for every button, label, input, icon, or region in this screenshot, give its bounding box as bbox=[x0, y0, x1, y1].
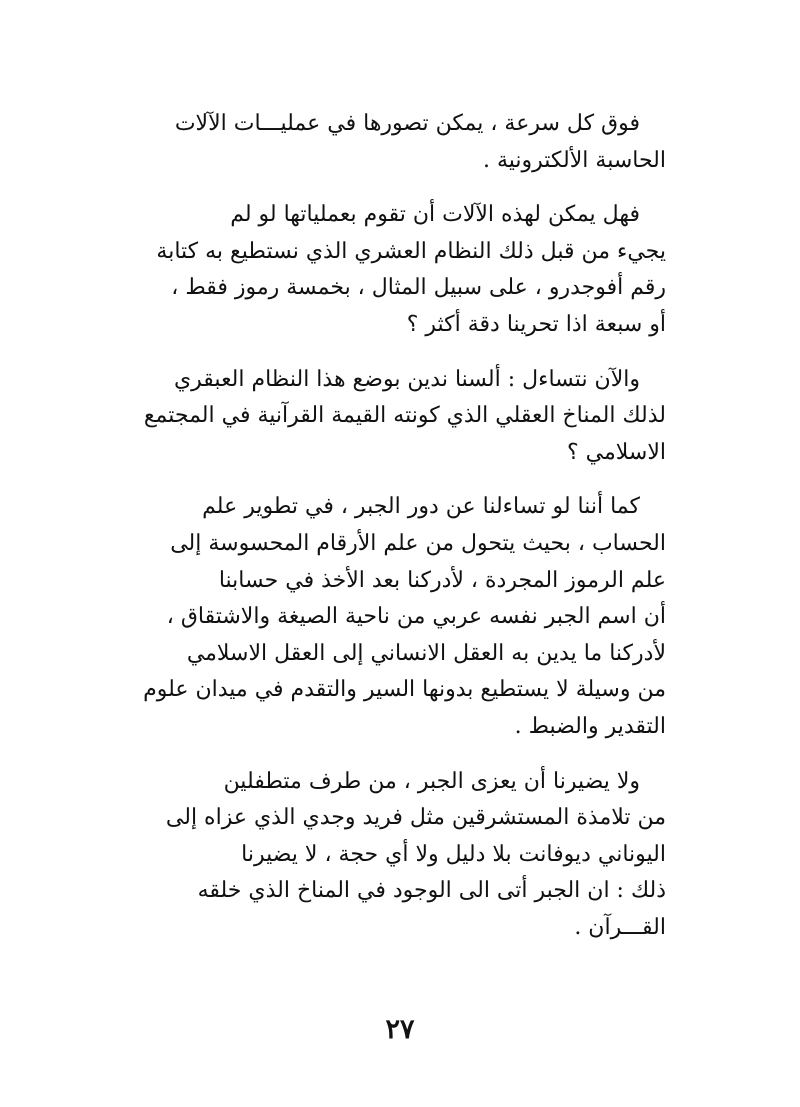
text-line: أو سبعة اذا تحرينا دقة أكثر ؟ bbox=[406, 311, 666, 337]
text-line: اليوناني ديوفانت بلا دليل ولا أي حجة ، لا يضيرنا bbox=[241, 841, 666, 867]
text-line: رقم أفوجدرو ، على سبيل المثال ، بخمسة رموز فقط ، bbox=[171, 275, 666, 301]
text-line: والآن نتساءل : ألسنا ندين بوضع هذا النظام العبقري bbox=[173, 366, 640, 392]
text-line: من وسيلة لا يستطيع بدونها السير والتقدم في ميدان علوم bbox=[143, 677, 666, 703]
text-line: الاسلامي ؟ bbox=[566, 439, 666, 465]
text-line: يجيء من قبل ذلك النظام العشري الذي نستطيع به كتابة bbox=[156, 238, 666, 264]
text-line: ذلك : ان الجبر أتى الى الوجود في المناخ الذي خلقه bbox=[197, 878, 666, 904]
text-line: فوق كل سرعة ، يمكن تصورها في عمليـــات الآلات bbox=[174, 111, 640, 136]
paragraph-5 bbox=[148, 764, 666, 947]
text-line: كما أننا لو تساءلنا عن دور الجبر ، في تطوير علم bbox=[202, 494, 640, 520]
text-line: من تلامذة المستشرقين مثل فريد وجدي الذي عزاه إلى bbox=[165, 805, 666, 831]
text-line: أن اسم الجبر نفسه عربي من ناحية الصيغة والاشتقاق ، bbox=[166, 604, 666, 630]
text-line: علم الرموز المجردة ، لأدركنا بعد الأخذ في حسابنا bbox=[218, 567, 666, 593]
paragraph-3 bbox=[143, 362, 666, 472]
text-line: فهل يمكن لهذه الآلات أن تقوم بعملياتها لو لم bbox=[230, 202, 640, 228]
page-number: ٢٧ bbox=[385, 1014, 415, 1045]
paragraph-2 bbox=[148, 197, 666, 343]
text-line: ولا يضيرنا أن يعزى الجبر ، من طرف متطفلين bbox=[223, 768, 640, 794]
text-line: لذلك المناخ العقلي الذي كونته القيمة القرآنية في المجتمع bbox=[143, 403, 666, 429]
text-line: القـــرآن . bbox=[574, 914, 666, 940]
text-line: التقدير والضبط . bbox=[514, 713, 666, 739]
text-line: لأدركنا ما يدين به العقل الانساني إلى العقل الاسلامي bbox=[186, 640, 666, 666]
page-body bbox=[143, 106, 666, 964]
text-line: الحاسبة الألكترونية . bbox=[482, 147, 666, 173]
paragraph-1 bbox=[148, 106, 666, 179]
text-line: الحساب ، بحيث يتحول من علم الأرقام المحسوسة إلى bbox=[170, 530, 666, 556]
paragraph-4 bbox=[143, 489, 666, 745]
